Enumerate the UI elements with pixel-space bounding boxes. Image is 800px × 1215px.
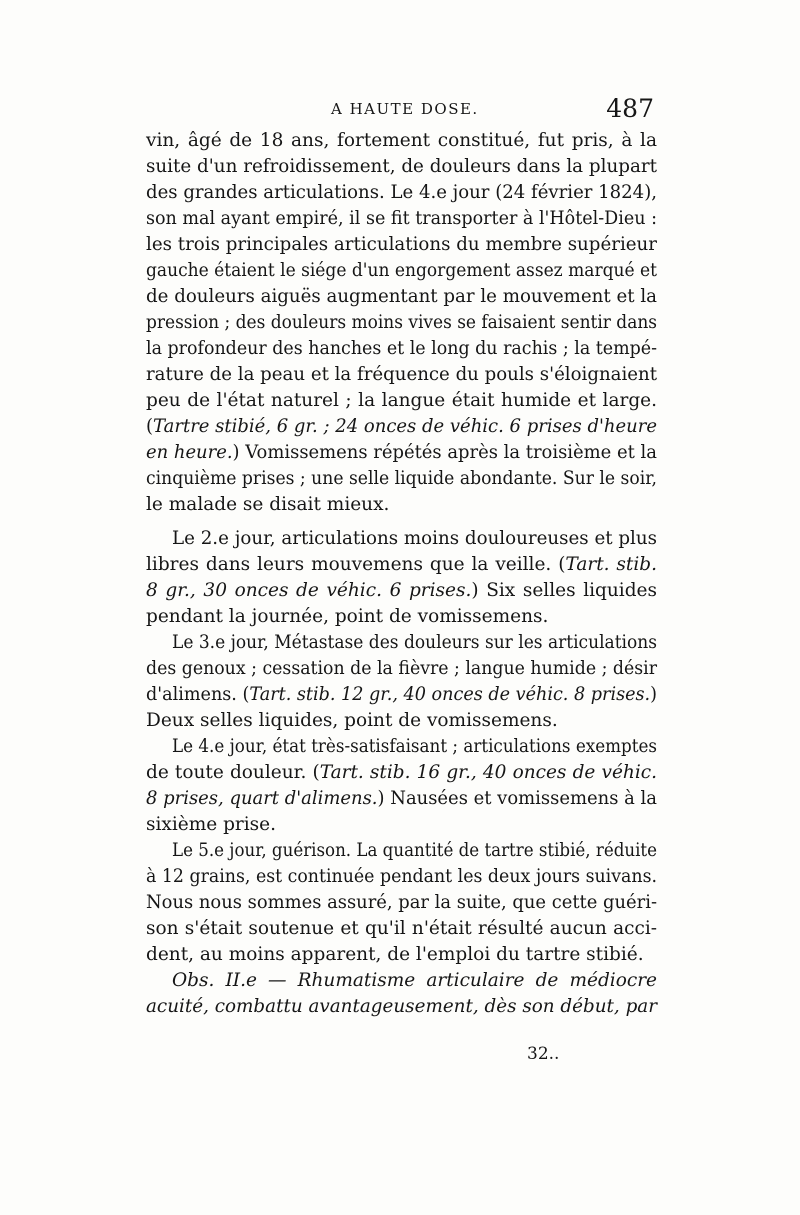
text-line: 8 gr., 30 onces de véhic. 6 prises.) Six selles liquides: [146, 580, 657, 601]
text-line: les trois principales articulations du membre supérieur: [146, 234, 657, 255]
signature-mark: 32..: [527, 1044, 560, 1064]
text-line: acuité, combattu avantageusement, dès son début, par: [146, 996, 657, 1017]
text-line: des grandes articulations. Le 4.e jour (24 février 1824),: [146, 182, 657, 203]
text-line: à 12 grains, est continuée pendant les deux jours suivans.: [146, 866, 657, 887]
text-line: Le 5.e jour, guérison. La quantité de tartre stibié, réduite: [172, 840, 657, 861]
text-line: d'alimens. (Tart. stib. 12 gr., 40 onces de véhic. 8 prises.): [146, 684, 657, 705]
text-line: vin, âgé de 18 ans, fortement constitué, fut pris, à la: [146, 130, 657, 151]
running-title: A HAUTE DOSE.: [331, 100, 479, 118]
text-line: sixième prise.: [146, 814, 277, 835]
text-line: en heure.) Vomissemens répétés après la troisième et la: [146, 442, 657, 463]
text-line: Nous nous sommes assuré, par la suite, que cette guéri-: [146, 892, 657, 913]
text-line: dent, au moins apparent, de l'emploi du tartre stibié.: [146, 944, 644, 965]
text-line: libres dans leurs mouvemens que la veille. (Tart. stib.: [146, 554, 657, 575]
text-line: pression ; des douleurs moins vives se faisaient sentir dans: [146, 312, 657, 333]
page-number: 487: [606, 94, 654, 123]
text-line: la profondeur des hanches et le long du rachis ; la tempé-: [146, 338, 657, 359]
text-line: son mal ayant empiré, il se fit transporter à l'Hôtel-Dieu :: [146, 208, 657, 229]
text-line: pendant la journée, point de vomissemens.: [146, 606, 549, 627]
text-line: Le 2.e jour, articulations moins douloureuses et plus: [172, 528, 657, 549]
text-line: suite d'un refroidissement, de douleurs dans la plupart: [146, 156, 657, 177]
text-line: Le 3.e jour, Métastase des douleurs sur les articulations: [172, 632, 657, 653]
body-text: [146, 128, 657, 1020]
text-line: de toute douleur. (Tart. stib. 16 gr., 40 onces de véhic.: [146, 762, 657, 783]
text-line: de douleurs aiguës augmentant par le mouvement et la: [146, 286, 657, 307]
text-line: cinquième prises ; une selle liquide abondante. Sur le soir,: [146, 468, 657, 489]
text-line: peu de l'état naturel ; la langue était humide et large.: [146, 390, 657, 411]
text-line: des genoux ; cessation de la fièvre ; langue humide ; désir: [146, 658, 657, 679]
observation-heading: Obs. II.e — Rhumatisme articulaire de médiocre: [172, 970, 657, 991]
text-line: gauche étaient le siége d'un engorgement assez marqué et: [146, 260, 657, 281]
text-line: son s'était soutenue et qu'il n'était résulté aucun acci-: [146, 918, 657, 939]
text-line: le malade se disait mieux.: [146, 494, 390, 515]
text-line: 8 prises, quart d'alimens.) Nausées et vomissemens à la: [146, 788, 657, 809]
text-line: (Tartre stibié, 6 gr. ; 24 onces de véhic. 6 prises d'heure: [146, 416, 658, 437]
running-head: [146, 94, 656, 124]
text-line: Le 4.e jour, état très-satisfaisant ; articulations exemptes: [172, 736, 657, 757]
text-line: Deux selles liquides, point de vomissemens.: [146, 710, 558, 731]
text-line: rature de la peau et la fréquence du pouls s'éloignaient: [146, 364, 657, 385]
